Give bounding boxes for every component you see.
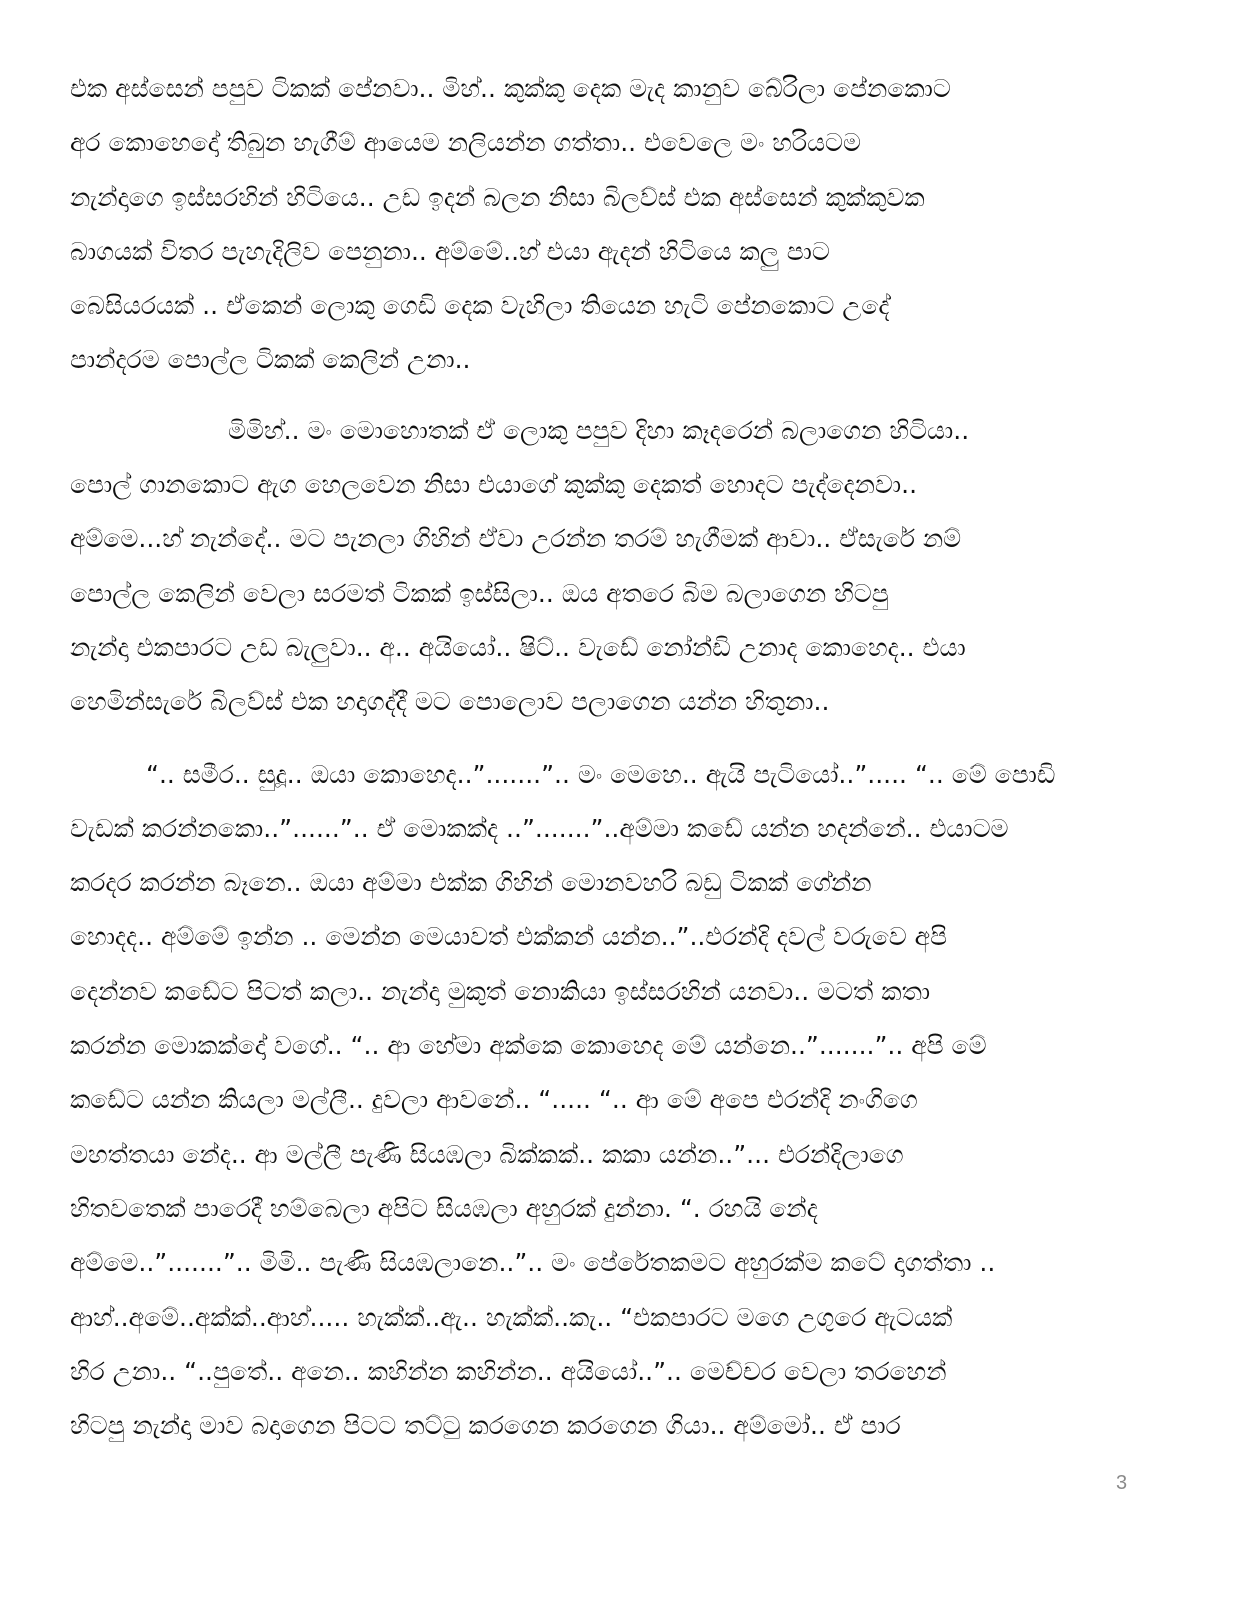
text-line: නැන්දා එකපාරට උඩ බැලුවා.. අ.. අයියෝ.. ෂිට්.. වැඩේ නෝන්ඩි උනාද කොහෙද.. එයා (70, 632, 966, 662)
paragraph-2 (70, 404, 1160, 730)
text-line: කරදර කරන්න බෑනෙ.. ඔයා අම්මා එක්ක ගිහින් මොනවහරි බඩු ටිකක් ගේන්න (70, 868, 872, 898)
text-line: අර කොහෙදෝ තිබුන හැගීම් ආයෙම නලියන්න ගත්තා.. එවෙලෙ මං හරියටම (70, 128, 861, 158)
text-line: බෙසියරයක් .. ඒකෙන් ලොකු ගෙඩි දෙක වැහිලා තියෙන හැටි පේනකොට උදේ (70, 291, 890, 321)
text-line: පොල් ගානකොට ඇග හෙලවෙන නිසා එයාගේ කුක්කු දෙකත් හොදට පැද්දෙනවා.. (70, 470, 918, 500)
text-line: කරන්න මොකක්දෝ වගේ.. “.. ආ හේමා අක්කෙ කොහෙද මේ යන්නෙ..”.......”.. අපි මේ (70, 1031, 987, 1061)
text-line: හිතවතෙක් පාරෙදී හම්බෙලා අපිට සියඹලා අහුරක් දුන්නා. “. රහයි නේද (70, 1193, 818, 1223)
page-number: 3 (1116, 1472, 1128, 1494)
text-line: “.. සමීර.. සුදූ.. ඔයා කොහෙද..”.......”.. මං මෙහෙ.. ඇයි පැටියෝ..”..... “.. මේ පොඩි (146, 759, 1056, 789)
text-line: හිර උනා.. “..පුතේ.. අනෙ.. කහින්න කහින්න.. අයියෝ..”.. මෙච්චර වෙලා තරහෙන් (70, 1356, 947, 1386)
text-line: බාගයක් විතර පැහැදිලිව පෙනුනා.. අම්මේ..හ් එයා ඇදන් හිටියෙ කලු පාට (70, 236, 830, 266)
text-line: පොල්ල කෙලින් වෙලා සරමත් ටිකක් ඉස්සිලා.. ඔය අතරෙ බිම බලාගෙන හිටපු (70, 578, 889, 608)
text-line: පාන්දරම පොල්ල ටිකක් කෙලින් උනා.. (70, 345, 471, 375)
text-line: වැඩක් කරන්නකො..”......”.. ඒ මොකක්ද ..”.......”..අම්මා කඩේ යන්න හදන්නේ.. එයාටම (70, 813, 1009, 843)
text-line: හෙමින්සැරේ බිලව්ස් එක හදාගද්දී මට පොලොව පලාගෙන යන්න හිතුනා.. (70, 687, 830, 717)
text-line: හිටපු නැන්දා මාව බදාගෙන පිටට තට්ටු කරගෙන කරගෙන ගියා.. අම්මෝ.. ඒ පාර (70, 1411, 901, 1441)
text-line: අම්මෙ...හ් නැන්දේ.. මට පැනලා ගිහින් ඒවා උරන්න තරම් හැගීමක් ආවා.. ඒසැරේ නම් (70, 524, 962, 554)
paragraph-3 (70, 748, 1160, 1454)
text-line: ආහ්..අමේ..අක්ක්..ආහ්..... හැක්ක්..ඇ.. හැක්ක්..කැ.. “එකපාරට මගෙ උගුරෙ ඇටයක් (70, 1302, 953, 1332)
text-line: දෙන්නව කඩේට පිටත් කලා.. නැන්දා මුකුත් නොකියා ඉස්සරහින් යනවා.. මටත් කතා (70, 976, 931, 1006)
body-text (70, 62, 1160, 1453)
paragraph-1 (70, 62, 1160, 388)
text-line: හොදද.. අම්මේ ඉන්න .. මෙන්න මෙයාවත් එක්කන් යන්න..”..එරන්දි දවල් වරුවෙ අපි (70, 922, 947, 952)
text-line: කඩේට යන්න කියලා මල්ලී.. දුවලා ආවනේ.. “..... “.. ආ මේ අපෙ එරන්දි නංගිගෙ (70, 1085, 918, 1115)
text-line: එක අස්සෙන් පපුව ටිකක් පේනවා.. මිහ්.. කුක්කු දෙක මැද කානුව බේරිලා පේනකොට (70, 74, 951, 103)
text-line: මිමිහ්.. මං මොහොතක් ඒ ලොකු පපුව දිහා කෑදරෙන් බලාගෙන හිටියා.. (228, 415, 970, 445)
text-line: නැන්දාගෙ ඉස්සරහින් හිටියෙ.. උඩ ඉදන් බලන නිසා බිලව්ස් එක අස්සෙන් කුක්කුවක (70, 182, 925, 212)
text-line: මහත්තයා නේද.. ආ මල්ලී පැණි සියඹලා බික්කක්.. කකා යන්න..”... එරන්දිලාගෙ (70, 1139, 904, 1169)
text-line: අම්මෙ..”.......”.. මිමි.. පැණි සියඹලානෙ..”.. මං පේරේතකමට අහුරක්ම කටේ දාගත්තා .. (70, 1248, 996, 1278)
